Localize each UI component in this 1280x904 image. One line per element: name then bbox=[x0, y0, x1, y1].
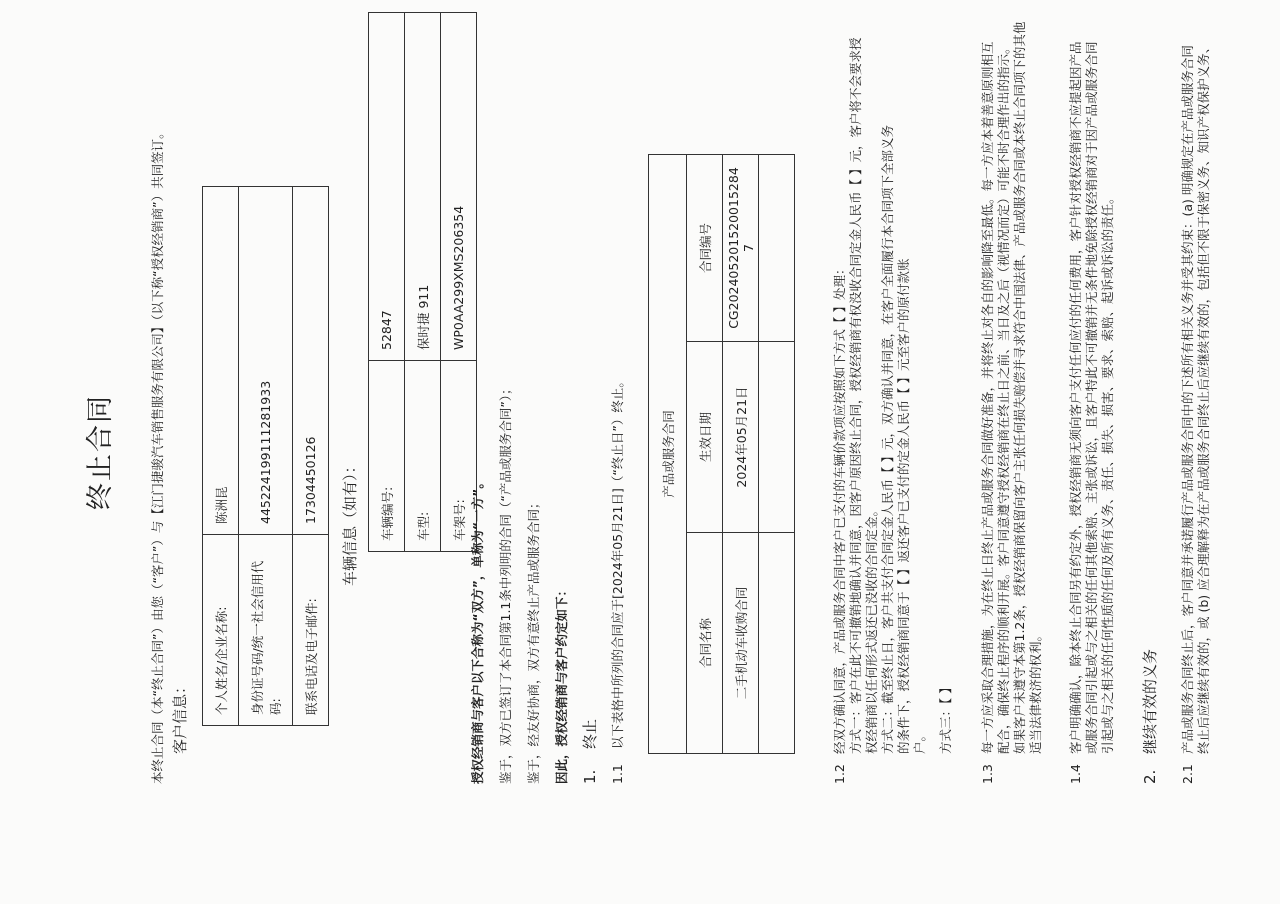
contract-number-cell: CG202405201520015284 7 bbox=[723, 155, 759, 342]
vin-value: WP0AA299XMS206354 bbox=[441, 13, 477, 361]
clause-1-4-number: 1.4 bbox=[1068, 764, 1083, 784]
table-row bbox=[369, 13, 405, 552]
table-row bbox=[687, 155, 723, 754]
clause-1-2-line: 的条件下，授权经销商同意于【 】返还客户已支付的定金人民币【 】元至客户的原付款账 bbox=[896, 258, 911, 754]
vehicle-model-value: 保时捷 911 bbox=[405, 13, 441, 361]
clause-1-2-line: 户。 bbox=[912, 728, 927, 754]
vehicle-info-heading: 车辆信息（如有）： bbox=[341, 458, 359, 586]
clause-1-2-line: 方式二：截至终止日，客户共支付合同定金人民币【 】元，双方确认并同意，在客户全面履行本合同项下全部义务 bbox=[880, 125, 895, 754]
table-row bbox=[239, 187, 293, 726]
table-row bbox=[405, 13, 441, 552]
recital-parties: 授权经销商与客户以下合称为“双方”，单称为“一方”。 bbox=[470, 476, 485, 784]
table-row bbox=[293, 187, 329, 726]
table-row bbox=[723, 155, 759, 754]
section-1-title: 终止 bbox=[581, 718, 599, 749]
recital-contract: 鉴于，双方已签订了本合同第1.1条中列明的合同（“产品或服务合同”）； bbox=[498, 382, 513, 784]
table-row bbox=[759, 155, 795, 754]
clause-1-3-line: 每一方应采取合理措施，为在终止日终止产品或服务合同做好准备，并将终止对各自的影响降至最低。每一方应本着善意原则相互 bbox=[980, 41, 995, 754]
vehicle-info-table bbox=[368, 12, 477, 552]
clause-1-1-number: 1.1 bbox=[610, 764, 625, 784]
clause-1-1-text: 以下表格中所列的合同应于[2024年05月21日]（“终止日”）终止。 bbox=[610, 375, 625, 749]
vehicle-model-label: 车型: bbox=[405, 361, 441, 552]
intro-paragraph: 本终止合同（本“终止合同”）由您（“客户”）与【江门捷骏汽车销售服务有限公司】（以下称“授权经销商”）共同签订。 bbox=[150, 126, 165, 784]
clause-1-2-line: 经双方确认同意，产品或服务合同中客户已支付的车辆价款项应按照如下方式【 】处理： bbox=[832, 262, 847, 754]
empty-cell bbox=[759, 533, 795, 754]
clause-1-3-line: 如果客户未遵守本第1.2条，授权经销商保留向客户主张任何损失赔偿并寻求符合中国法律、产品或服务合同或本终止合同项下的其他 bbox=[1012, 21, 1027, 754]
vehicle-number-label: 车辆编号: bbox=[369, 361, 405, 552]
clause-1-3-line: 适当法律救济的权利。 bbox=[1028, 628, 1043, 754]
clause-2-1-line: 产品或服务合同终止后，客户同意并承诺履行产品或服务合同中的下述所有相关义务并受其约束：(a) 明确规定在产品或服务合同 bbox=[1180, 45, 1195, 754]
clause-1-3-line: 配合，确保终止程序的顺利开展。客户同意遵守授权经销商在终止日之前、当日及之后（视情况而定）可能不时合理作出的指示。 bbox=[996, 41, 1011, 754]
contract-name-cell: 二手机动车收购合同 bbox=[723, 533, 759, 754]
vehicle-number-value: 52847 bbox=[369, 13, 405, 361]
clause-1-2-line: 方式一：客户在此不可撤销地确认并同意，因客户原因终止合同，授权经销商有权没收合同定金人民币【 】元，客户将不会要求授 bbox=[848, 37, 863, 754]
clause-1-2-line: 权经销商以任何形式返还已没收的合同定金。 bbox=[864, 503, 879, 754]
customer-contact-value: 17304450126 bbox=[293, 187, 329, 535]
customer-info-table bbox=[202, 186, 329, 726]
table-row bbox=[649, 155, 687, 754]
section-2-number: 2. bbox=[1141, 769, 1159, 784]
clause-1-4-line: 或服务合同引起或与之相关的任何其他索赔、主张或诉讼，且客户特此不可撤销并无条件地免除授权经销商对于因产品或服务合同 bbox=[1084, 41, 1099, 754]
customer-contact-label: 联系电话及电子邮件: bbox=[293, 535, 329, 726]
clause-1-2-number: 1.2 bbox=[832, 764, 847, 784]
clause-2-1-line: 终止后应继续有效的，或 (b) 应合理解释为在产品或服务合同终止后应继续有效的，包括但不限于保密义务、知识产权保护义务、 bbox=[1196, 40, 1211, 754]
customer-id-label: 身份证号码/统一社会信用代码: bbox=[239, 535, 293, 726]
contract-table-caption: 产品或服务合同 bbox=[649, 155, 687, 754]
effective-date-cell: 2024年05月21日 bbox=[723, 342, 759, 533]
contract-table bbox=[648, 154, 795, 754]
empty-cell bbox=[759, 155, 795, 342]
vin-label: 车架号: bbox=[441, 361, 477, 552]
customer-info-heading: 客户信息： bbox=[171, 678, 189, 754]
clause-1-4-line: 客户明确确认，除本终止合同另有约定外，授权经销商无须向客户支付任何应付的任何费用，客户针对授权经销商不应提起因产品 bbox=[1068, 41, 1083, 754]
recital-agreement: 因此，授权经销商与客户约定如下： bbox=[554, 583, 569, 784]
customer-id-value: 445224199111281933 bbox=[239, 187, 293, 535]
section-1-number: 1. bbox=[581, 769, 599, 784]
customer-name-label: 个人姓名/企业名称: bbox=[203, 535, 239, 726]
column-header-contract-name: 合同名称 bbox=[687, 533, 723, 754]
clause-1-2-line: 方式三：【 】 bbox=[938, 681, 953, 754]
customer-name-value: 陈洲昆 bbox=[203, 187, 239, 535]
table-row bbox=[441, 13, 477, 552]
table-row bbox=[203, 187, 239, 726]
section-2-title: 继续有效的义务 bbox=[1141, 648, 1159, 754]
empty-cell bbox=[759, 342, 795, 533]
clause-2-1-number: 2.1 bbox=[1180, 764, 1195, 784]
document-title: 终止合同 bbox=[85, 394, 116, 510]
column-header-contract-number: 合同编号 bbox=[687, 155, 723, 342]
clause-1-4-line: 引起或与之相关的任何性质的任何及所有义务、责任、损失、损害、要求、索赔、起诉或诉讼的责任。 bbox=[1100, 191, 1115, 754]
recital-intent: 鉴于，经友好协商，双方有意终止产品或服务合同； bbox=[526, 496, 541, 784]
column-header-effective-date: 生效日期 bbox=[687, 342, 723, 533]
clause-1-3-number: 1.3 bbox=[980, 764, 995, 784]
